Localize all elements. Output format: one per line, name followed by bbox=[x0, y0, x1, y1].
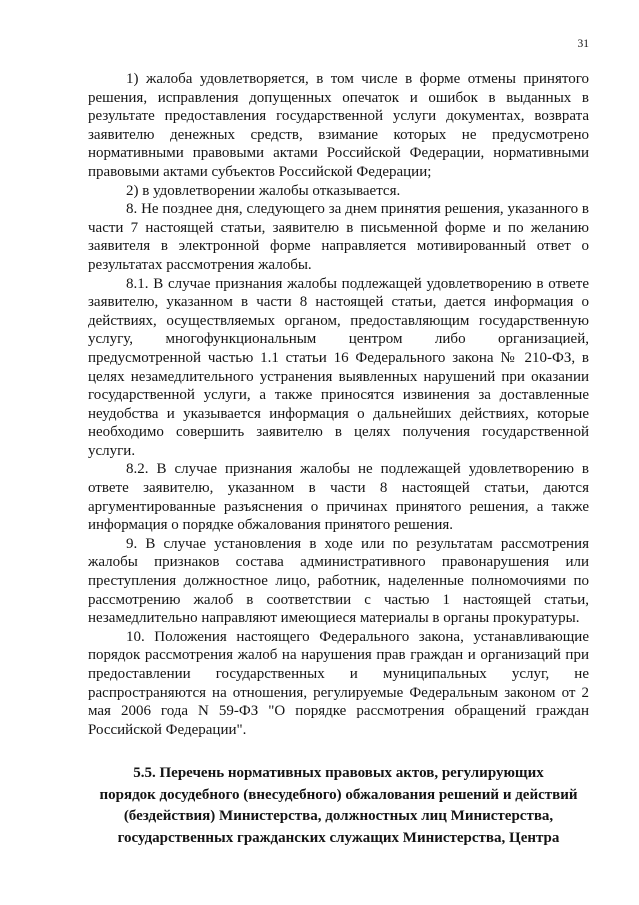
paragraph-10: 10. Положения настоящего Федерального закона, устанавливающие порядок рассмотрения жалоб на нарушения прав граждан и организаций при предоставлении государственных и муниципальных услуг, не распространяются на отношения, регулируемые Федеральным законом от 2 мая 2006 года N 59-ФЗ "О порядке рассмотрения обращений граждан Российской Федерации". bbox=[88, 628, 589, 738]
section-heading-line: порядок досудебного (внесудебного) обжалования решений и действий bbox=[99, 786, 578, 803]
paragraph-8: 8. Не позднее дня, следующего за днем принятия решения, указанного в части 7 настоящей статьи, заявителю в письменной форме и по желанию заявителя в электронной форме направляется мотивированный ответ о результатах рассмотрения жалобы. bbox=[88, 201, 589, 273]
page-content bbox=[88, 70, 589, 849]
section-heading-line: (бездействия) Министерства, должностных лиц Министерства, bbox=[123, 808, 554, 825]
paragraph-8-2: 8.2. В случае признания жалобы не подлежащей удовлетворению в ответе заявителю, указанном в части 8 настоящей статьи, даются аргументированные разъяснения о причинах принятого решения, а также информация о порядке обжалования принятого решения. bbox=[88, 461, 589, 534]
paragraph-9: 9. В случае установления в ходе или по результатам рассмотрения жалобы признаков состава административного правонарушения или преступления должностное лицо, работник, наделенные полномочиями по рассмотрению жалоб в соответствии с частью 1 настоящей статьи, незамедлительно направляют имеющиеся материалы в органы прокуратуры. bbox=[88, 535, 589, 627]
paragraph-decision-refused: 2) в удовлетворении жалобы отказывается. bbox=[126, 182, 401, 199]
section-heading-line: государственных гражданских служащих Министерства, Центра bbox=[117, 829, 560, 846]
section-heading-5-5 bbox=[88, 763, 589, 849]
paragraph-decision-satisfied: 1) жалоба удовлетворяется, в том числе в форме отмены принятого решения, исправления допущенных опечаток и ошибок в выданных в результате предоставления государственной услуги документах, возврата заявителю денежных средств, взимание которых не предусмотрено нормативными правовыми актами Российской Федерации, нормативными правовыми актами субъектов Российской Федерации; bbox=[88, 71, 589, 180]
page-number: 31 bbox=[577, 38, 589, 50]
section-heading-line: 5.5. Перечень нормативных правовых актов, регулирующих bbox=[133, 765, 544, 782]
paragraph-8-1: 8.1. В случае признания жалобы подлежащей удовлетворению в ответе заявителю, указанном в части 8 настоящей статьи, дается информация о действиях, осуществляемых органом, предоставляющим государственную услугу, многофункциональным центром либо организацией, предусмотренной частью 1.1 статьи 16 Федерального закона № 210-ФЗ, в целях незамедлительного устранения выявленных нарушений при оказании государственной услуги, а также приносятся извинения за доставленные неудобства и указывается информация о дальнейших действиях, которые необходимо совершить заявителю в целях получения государственной услуги. bbox=[88, 275, 589, 459]
